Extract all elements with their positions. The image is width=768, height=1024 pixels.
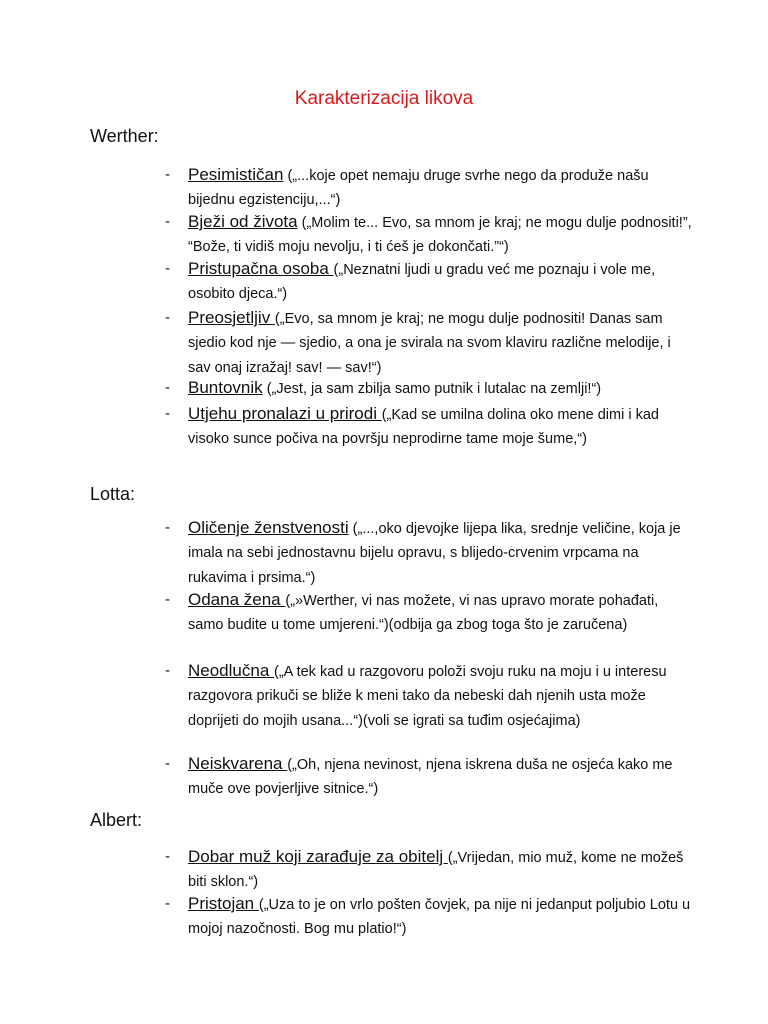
list-item bbox=[165, 516, 695, 590]
bullet-dash: - bbox=[165, 591, 170, 608]
quote-text: („Neznatni ljudi u gradu već me poznaju i vole me, osobito djeca.“) bbox=[188, 262, 656, 303]
bullet-dash: - bbox=[165, 405, 170, 422]
list-item bbox=[165, 210, 695, 260]
bullet-dash: - bbox=[165, 166, 170, 183]
bullet-dash: - bbox=[165, 895, 170, 912]
trait-label: Buntovnik bbox=[188, 378, 263, 397]
quote-text: („A tek kad u razgovoru položi svoju ruku na moju i u interesu razgovora prikuči se bliže k meni tako da nebeski dah njenih usta može doprijeti do mojih usana...“)(voli se igrati sa tuđim osjećajima) bbox=[188, 664, 667, 729]
list-item bbox=[165, 306, 695, 380]
trait-label: Utjehu pronalazi u prirodi bbox=[188, 404, 382, 423]
bullet-dash: - bbox=[165, 848, 170, 865]
bullet-dash: - bbox=[165, 379, 170, 396]
quote-text: („Jest, ja sam zbilja samo putnik i lutalac na zemlji!“) bbox=[262, 381, 602, 397]
document-title: Karakterizacija likova bbox=[294, 88, 474, 109]
list-item bbox=[165, 659, 695, 733]
bullet-dash: - bbox=[165, 260, 170, 277]
character-heading-werther: Werther: bbox=[90, 126, 159, 146]
character-heading-albert: Albert: bbox=[90, 810, 143, 830]
quote-text: („Evo, sa mnom je kraj; ne mogu dulje podnositi! Danas sam sjedio kod nje — sjedio, a ona je svirala na svom klaviru različne melodije, i sav onaj izražaj! sav! — sav!“) bbox=[188, 311, 671, 376]
trait-label: Preosjetljiv bbox=[188, 308, 275, 327]
quote-text: („Vrijedan, mio muž, kome ne možeš biti sklon.“) bbox=[188, 850, 684, 891]
trait-label: Pristojan bbox=[188, 894, 259, 913]
bullet-dash: - bbox=[165, 755, 170, 772]
trait-label: Dobar muž koji zarađuje za obitelj bbox=[188, 847, 448, 866]
bullet-dash: - bbox=[165, 213, 170, 230]
trait-label: Pristupačna osoba bbox=[188, 259, 334, 278]
quote-text: („Oh, njena nevinost, njena iskrena duša ne osjeća kako me muče ove povjerljive sitnice.“) bbox=[188, 757, 673, 798]
list-item bbox=[165, 163, 695, 213]
list-item bbox=[165, 588, 695, 638]
trait-label: Neodlučna bbox=[188, 661, 275, 680]
quote-text: („Molim te... Evo, sa mnom je kraj; ne mogu dulje podnositi!”, “Bože, ti vidiš moju nevolju, i ti ćeš je dokončati.”“) bbox=[188, 215, 692, 256]
list-item bbox=[165, 402, 695, 452]
quote-text: („»Werther, vi nas možete, vi nas upravo morate pohađati, samo budite u tome umjereni.“)(odbija ga zbog toga što je zaručena) bbox=[188, 593, 659, 634]
quote-text: („...koje opet nemaju druge svrhe nego da produže našu bijednu egzistenciju,...“) bbox=[188, 168, 649, 209]
list-item bbox=[165, 845, 695, 895]
bullet-dash: - bbox=[165, 662, 170, 679]
character-heading-lotta: Lotta: bbox=[90, 484, 136, 504]
trait-label: Neiskvarena bbox=[188, 754, 288, 773]
trait-label: Pesimističan bbox=[188, 165, 284, 184]
bullet-dash: - bbox=[165, 309, 170, 326]
trait-label: Bježi od života bbox=[188, 212, 298, 231]
trait-label: Oličenje ženstvenosti bbox=[188, 518, 349, 537]
list-item bbox=[165, 892, 695, 942]
list-item bbox=[165, 752, 695, 802]
list-item bbox=[165, 376, 695, 401]
quote-text: („Kad se umilna dolina oko mene dimi i kad visoko sunce počiva na površju neprodirne tame moje šume,“) bbox=[188, 407, 659, 448]
trait-label: Odana žena bbox=[188, 590, 286, 609]
quote-text: („...,oko djevojke lijepa lika, srednje veličine, koja je imala na sebi jednostavnu bijelu opravu, s blijedo-crvenim vrpcama na rukavima i prsima.“) bbox=[188, 521, 681, 586]
quote-text: („Uza to je on vrlo pošten čovjek, pa nije ni jedanput poljubio Lotu u mojoj nazočnosti. Bog mu platio!“) bbox=[188, 897, 691, 938]
bullet-dash: - bbox=[165, 519, 170, 536]
list-item bbox=[165, 257, 695, 307]
